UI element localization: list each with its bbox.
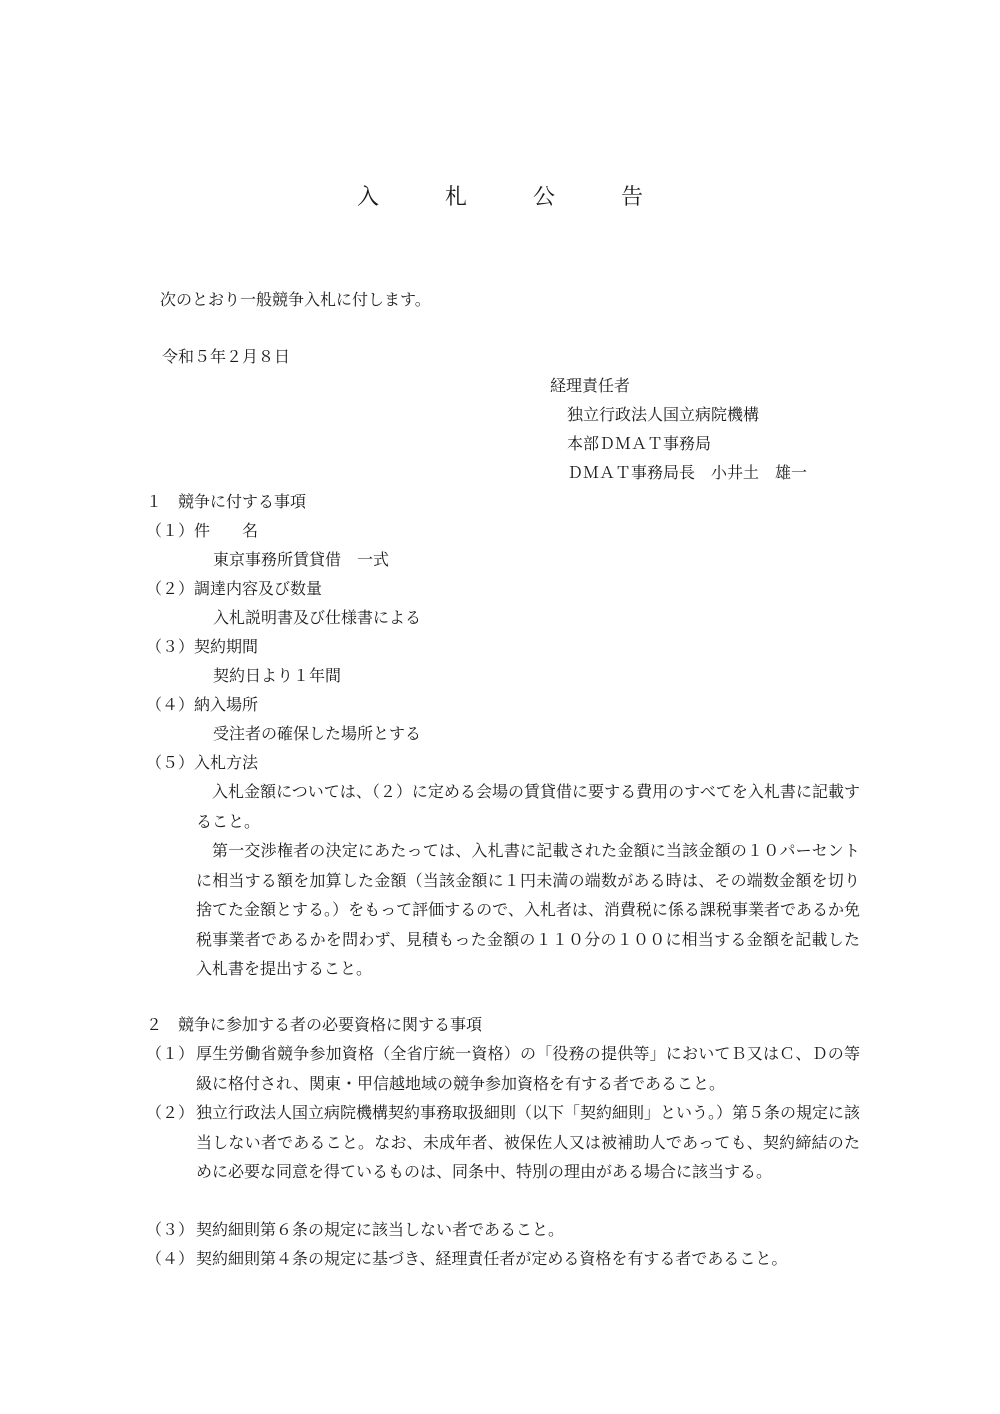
item3-label: （３）契約期間 <box>146 637 259 656</box>
issuer-organization: 独立行政法人国立病院機構 <box>567 405 760 424</box>
item5-paragraph-1: 入札金額については、（２）に定める会場の賃貸借に要する費用のすべてを入札書に記載すること。 <box>196 782 860 831</box>
document-title: 入 札 公 告 <box>356 185 665 210</box>
intro-text: 次のとおり一般競争入札に付します。 <box>160 290 431 309</box>
section2-item-4-text: 契約細則第４条の規定に基づき、経理責任者が定める資格を有する者であること。 <box>196 1249 788 1268</box>
section2-item-1-text <box>196 1039 860 1098</box>
item5-label: （５）入札方法 <box>146 753 259 772</box>
issuer-department: 本部ＤＭＡＴ事務局 <box>567 434 712 453</box>
item2-content: 入札説明書及び仕様書による <box>213 608 422 627</box>
item5-paragraph-2: 第一交渉権者の決定にあたっては、入札書に記載された金額に当該金額の１０パーセントに相当する額を加算した金額（当該金額に１円未満の端数がある時は、その端数金額を切り捨てた金額とする。）をもって評価するので、入札者は、消費税に係る課税事業者であるか免税事業者であるかを問わず、見積もった金額の１１０分の１００に相当する金額を記載した入札書を提出すること。 <box>196 841 860 978</box>
section2-item-1-label: （１） <box>146 1044 195 1063</box>
item1-content: 東京事務所賃貸借 一式 <box>213 550 390 569</box>
section2-item-4-label: （４） <box>146 1249 195 1268</box>
section2-item-1-body: 厚生労働省競争参加資格（全省庁統一資格）の「役務の提供等」においてＢ又はＣ、Ｄの等級に格付され、関東・甲信越地域の競争参加資格を有する者であること。 <box>196 1044 860 1093</box>
issuer-role: 経理責任者 <box>550 376 631 395</box>
issuer-person: ＤＭＡＴ事務局長 小井土 雄一 <box>567 463 808 482</box>
section1-heading: １ 競争に付する事項 <box>146 492 307 511</box>
section2-heading: ２ 競争に参加する者の必要資格に関する事項 <box>146 1015 483 1034</box>
item4-content: 受注者の確保した場所とする <box>213 724 422 743</box>
section2-item-3-label: （３） <box>146 1220 195 1239</box>
section2-item-3-text: 契約細則第６条の規定に該当しない者であること。 <box>196 1220 565 1239</box>
section2-item-2-body: 独立行政法人国立病院機構契約事務取扱細則（以下「契約細則」という。）第５条の規定に該当しない者であること。なお、未成年者、被保佐人又は被補助人であっても、契約締結のために必要な同意を得ているものは、同条中、特別の理由がある場合に該当する。 <box>196 1103 861 1181</box>
section2-item-2-text <box>196 1098 860 1187</box>
notice-date: 令和５年２月８日 <box>162 347 291 366</box>
item1-label: （１）件 名 <box>146 521 259 540</box>
section2-item-2-label: （２） <box>146 1103 195 1122</box>
item4-label: （４）納入場所 <box>146 695 259 714</box>
item2-label: （２）調達内容及び数量 <box>146 579 323 598</box>
item3-content: 契約日より１年間 <box>213 666 342 685</box>
